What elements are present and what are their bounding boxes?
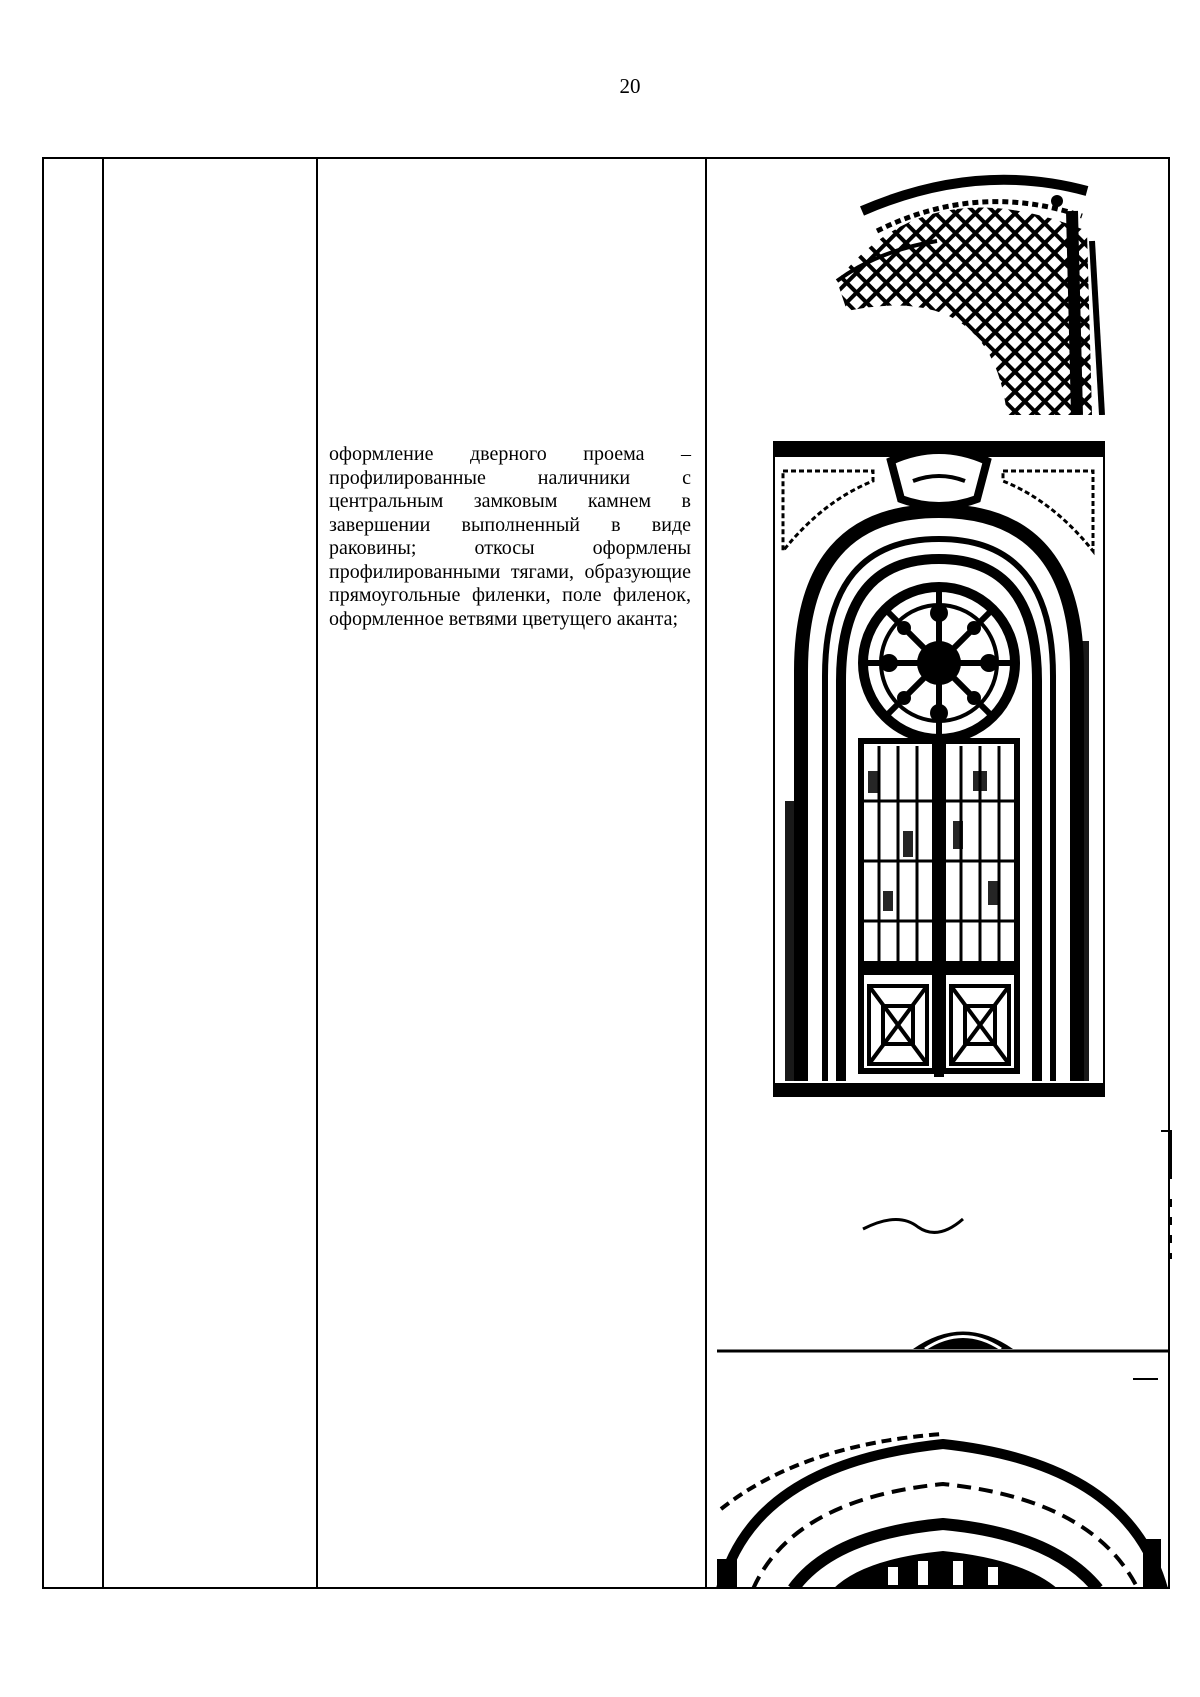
arch-top-detail-photo (713, 1119, 1173, 1589)
description-text: оформление дверного проема – профилированные наличники с центральным замковым камнем в завершении выполненный в виде раковины; откосы оформлены профилированными тягами, образующие прямоугольные филенки, поле филенок, оформленное ветвями цветущего аканта; (329, 443, 691, 630)
table-cell-description (316, 159, 705, 1587)
table-cell-name (102, 159, 316, 1587)
table-cell-photos (705, 159, 1168, 1587)
arched-door-stained-glass-photo (773, 441, 1105, 1097)
document-table (42, 157, 1170, 1589)
page-number: 20 (619, 74, 641, 98)
table-cell-number (44, 159, 102, 1587)
arch-soffit-lattice-photo (817, 171, 1107, 415)
